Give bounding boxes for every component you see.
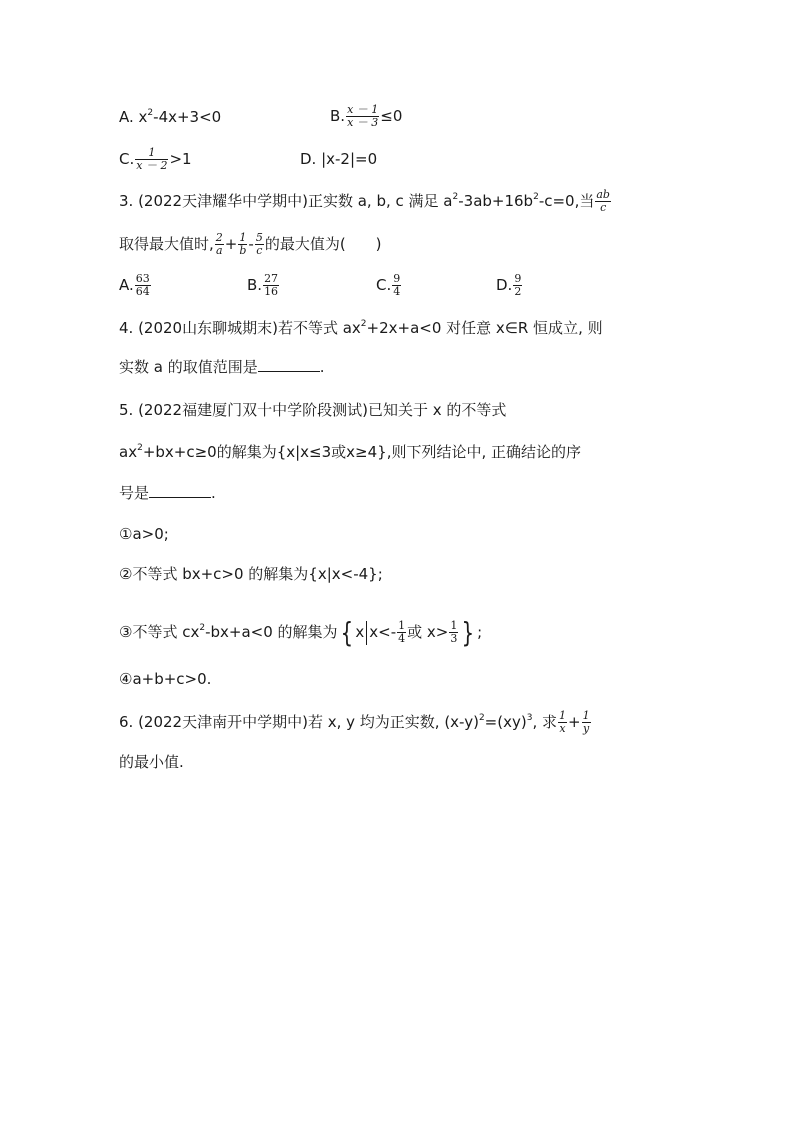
fraction: $\frac{1}{x}$ [558,709,566,735]
fraction: $\frac{1}{4}$ [398,619,406,645]
q3-option-c: C. $\frac{9}{4}$ [376,272,401,298]
q3-option-d: D. $\frac{9}{2}$ [496,272,522,298]
fraction: $\frac{1}{x - 2}$ [136,146,168,172]
q5-item-4: ④a+b+c>0. [119,670,212,688]
fraction: $\frac{9}{2}$ [514,272,522,298]
answer-blank[interactable] [149,483,211,498]
set-divider [366,621,367,645]
q3-option-b: B. $\frac{27}{16}$ [247,272,279,298]
fraction: $\frac{1}{b}$ [239,231,247,257]
fraction: $\frac{5}{c}$ [255,231,263,257]
q5-item-1: ①a>0; [119,525,169,543]
question-4-line-1: 4. (2020山东聊城期末)若不等式 $ax^2+2x+a<0$ 对任意 x∈R 恒成立, 则 [119,319,603,337]
q3-option-a: A. $\frac{63}{64}$ [119,272,150,298]
answer-blank[interactable] [258,357,320,372]
question-6-line-1: 6. (2022天津南开中学期中)若 x, y 均为正实数, $(x-y)^2=(xy)^3$, 求 $\frac{1}{x}$ + $\frac{1}{y}$ [119,709,590,735]
option-b-text: B. $\frac{x - 1}{x - 3}$ ≤0 [330,103,403,129]
fraction: $\frac{1}{3}$ [450,619,458,645]
fraction: $\frac{1}{y}$ [582,709,590,735]
fraction: $\frac{x - 1}{x - 3}$ [347,103,379,129]
q5-item-3: ③不等式 $cx^2-bx+a<0$ 的解集为{ x x<- $\frac{1}{4}$ 或 x> $\frac{1}{3}$ } ; [119,615,483,649]
question-3-line-2: 取得最大值时, $\frac{2}{a}$ + $\frac{1}{b}$ - $\frac{5}{c}$ 的最大值为( ) [119,231,382,257]
fraction: $\frac{ab}{c}$ [596,188,610,214]
option-d-text: D. |x-2|=0 [300,150,378,168]
option-a-text: A. $x^2-4x+3<0$ [119,108,222,126]
question-3-line-1: 3. (2022天津耀华中学期中)正实数 a, b, c 满足 $a^2-3ab+16b^2-c=0$,当 $\frac{ab}{c}$ [119,188,610,214]
right-brace: } [462,615,475,649]
q5-item-2: ②不等式 bx+c>0 的解集为{x|x<-4}; [119,565,383,583]
question-4-line-2: 实数 a 的取值范围是 . [119,358,325,376]
question-5-line-1: 5. (2022福建厦门双十中学阶段测试)已知关于 x 的不等式 [119,401,507,419]
left-brace: { [340,615,353,649]
option-c-text: C. $\frac{1}{x - 2}$ >1 [119,146,192,172]
fraction: $\frac{2}{a}$ [215,231,223,257]
question-5-line-2: $ax^2+bx+c\ge 0$的解集为{x|x≤3或x≥4},则下列结论中, 正确结论的序 [119,443,582,461]
fraction: $\frac{63}{64}$ [135,272,150,298]
question-5-line-3: 号是 . [119,484,216,502]
fraction: $\frac{9}{4}$ [393,272,401,298]
fraction: $\frac{27}{16}$ [264,272,279,298]
question-6-line-2: 的最小值. [119,753,184,771]
